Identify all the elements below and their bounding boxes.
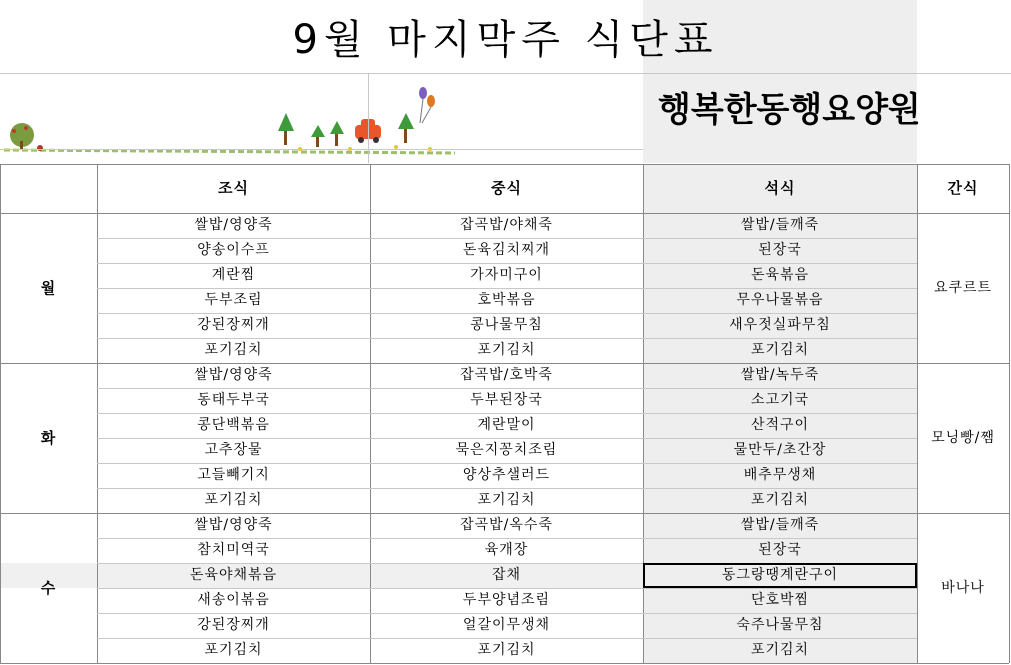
dinner-menu-item[interactable]: 된장국	[758, 242, 802, 258]
dinner-menu-item[interactable]: 포기김치	[750, 642, 810, 658]
breakfast-menu-item[interactable]: 두부조림	[204, 292, 263, 308]
breakfast-menu-item[interactable]: 쌀밥/영양죽	[194, 217, 273, 233]
row-border	[97, 238, 917, 239]
dinner-menu-item[interactable]: 동그랑땡계란구이	[643, 563, 917, 588]
breakfast-menu-item[interactable]: 새송이볶음	[197, 592, 270, 608]
dinner-menu-item[interactable]: 새우젓실파무침	[729, 317, 831, 333]
lunch-menu-item[interactable]: 얼갈이무생채	[462, 617, 551, 633]
lunch-menu-item[interactable]: 포기김치	[477, 642, 536, 658]
breakfast-menu-item[interactable]: 동태두부국	[197, 392, 270, 408]
breakfast-menu-item[interactable]: 고들빼기지	[197, 467, 270, 483]
snack-cell[interactable]: 바나나	[941, 580, 985, 596]
dinner-menu-item[interactable]: 쌀밥/들깨죽	[740, 217, 820, 233]
row-border	[0, 363, 1009, 364]
row-border	[97, 338, 917, 339]
day-label[interactable]: 화	[40, 429, 57, 447]
header-snack[interactable]: 간식	[947, 179, 979, 197]
lunch-menu-item[interactable]: 잡곡밥/야채죽	[460, 217, 553, 233]
balloon-icon	[419, 87, 435, 123]
lunch-menu-item[interactable]: 잡곡밥/호박죽	[460, 367, 553, 383]
breakfast-menu-item[interactable]: 강된장찌개	[197, 317, 270, 333]
breakfast-menu-item[interactable]: 참치미역국	[197, 542, 270, 558]
dinner-menu-item[interactable]: 단호박찜	[750, 592, 810, 608]
row-border	[0, 164, 1009, 165]
dinner-menu-item[interactable]: 된장국	[758, 542, 802, 558]
dinner-menu-item[interactable]: 소고기국	[750, 392, 810, 408]
col-border	[1009, 164, 1010, 663]
header-breakfast[interactable]: 조식	[218, 179, 249, 197]
dinner-menu-item[interactable]: 쌀밥/녹두죽	[740, 367, 820, 383]
lunch-menu-item[interactable]: 돈육김치찌개	[462, 242, 551, 258]
breakfast-menu-item[interactable]: 돈육야채볶음	[189, 567, 278, 583]
row-border	[0, 663, 1009, 664]
lunch-menu-item[interactable]: 두부양념조림	[462, 592, 551, 608]
snack-cell[interactable]: 요쿠르트	[933, 280, 993, 296]
row-border	[97, 388, 917, 389]
breakfast-menu-item[interactable]: 콩단백볶음	[197, 417, 270, 433]
header-lunch[interactable]: 중식	[491, 179, 522, 197]
dinner-menu-item[interactable]: 무우나물볶음	[736, 292, 824, 308]
tree-icon	[278, 113, 294, 131]
lunch-menu-item[interactable]: 묵은지꽁치조림	[455, 442, 558, 458]
lunch-menu-item[interactable]: 포기김치	[477, 492, 536, 508]
row-border	[97, 488, 917, 489]
dinner-menu-item[interactable]: 포기김치	[750, 342, 810, 358]
row-border	[0, 213, 1009, 214]
row-border	[97, 288, 917, 289]
row-border	[97, 263, 917, 264]
row-border	[97, 313, 917, 314]
lunch-menu-item[interactable]: 콩나물무침	[470, 317, 543, 333]
breakfast-menu-item[interactable]: 고추장물	[204, 442, 263, 458]
header-dinner[interactable]: 석식	[764, 179, 796, 197]
row-border	[97, 463, 917, 464]
breakfast-menu-item[interactable]: 포기김치	[204, 342, 263, 358]
lunch-menu-item[interactable]: 포기김치	[477, 342, 536, 358]
row-border	[97, 413, 917, 414]
breakfast-menu-item[interactable]: 계란찜	[211, 267, 256, 283]
lunch-menu-item[interactable]: 두부된장국	[470, 392, 543, 408]
row-border	[97, 613, 917, 614]
day-label[interactable]: 수	[40, 579, 57, 597]
lunch-menu-item[interactable]: 호박볶음	[477, 292, 536, 308]
row-border	[97, 438, 917, 439]
dinner-menu-item[interactable]: 물만두/초간장	[733, 442, 827, 458]
breakfast-menu-item[interactable]: 쌀밥/영양죽	[194, 367, 273, 383]
day-label[interactable]: 월	[40, 279, 57, 297]
dinner-menu-item[interactable]: 돈육볶음	[750, 267, 810, 283]
col-border	[0, 164, 1, 663]
dinner-menu-item[interactable]: 쌀밥/들깨죽	[740, 517, 820, 533]
facility-name[interactable]: 행복한동행요양원	[658, 90, 921, 130]
breakfast-menu-item[interactable]: 쌀밥/영양죽	[194, 517, 273, 533]
lunch-menu-item[interactable]: 양상추샐러드	[462, 467, 551, 483]
dinner-menu-item[interactable]: 숙주나물무침	[736, 617, 824, 633]
snack-cell[interactable]: 모닝빵/쨈	[931, 430, 995, 446]
breakfast-menu-item[interactable]: 포기김치	[204, 642, 263, 658]
row-border	[0, 513, 1009, 514]
dinner-menu-item[interactable]: 포기김치	[750, 492, 810, 508]
title-row	[0, 0, 1011, 73]
row-border	[97, 538, 917, 539]
dinner-menu-item[interactable]: 산적구이	[750, 417, 810, 433]
lunch-menu-item[interactable]: 육개장	[484, 542, 529, 558]
breakfast-menu-item[interactable]: 양송이수프	[197, 242, 270, 258]
lunch-menu-item[interactable]: 잡곡밥/옥수죽	[460, 517, 553, 533]
lunch-menu-item[interactable]: 계란말이	[477, 417, 536, 433]
lunch-menu-item[interactable]: 가자미구이	[470, 267, 543, 283]
header-blank[interactable]	[0, 164, 97, 213]
row-border	[97, 588, 917, 589]
row-border	[0, 149, 643, 150]
row-border	[97, 638, 917, 639]
col-border	[917, 164, 918, 663]
row-border	[0, 73, 1011, 74]
page-title[interactable]: 9월 마지막주 식단표	[292, 17, 719, 63]
breakfast-menu-item[interactable]: 포기김치	[204, 492, 263, 508]
breakfast-menu-item[interactable]: 강된장찌개	[197, 617, 270, 633]
lunch-menu-item[interactable]: 잡채	[491, 567, 522, 583]
dinner-menu-item[interactable]: 배추무생채	[743, 467, 817, 483]
